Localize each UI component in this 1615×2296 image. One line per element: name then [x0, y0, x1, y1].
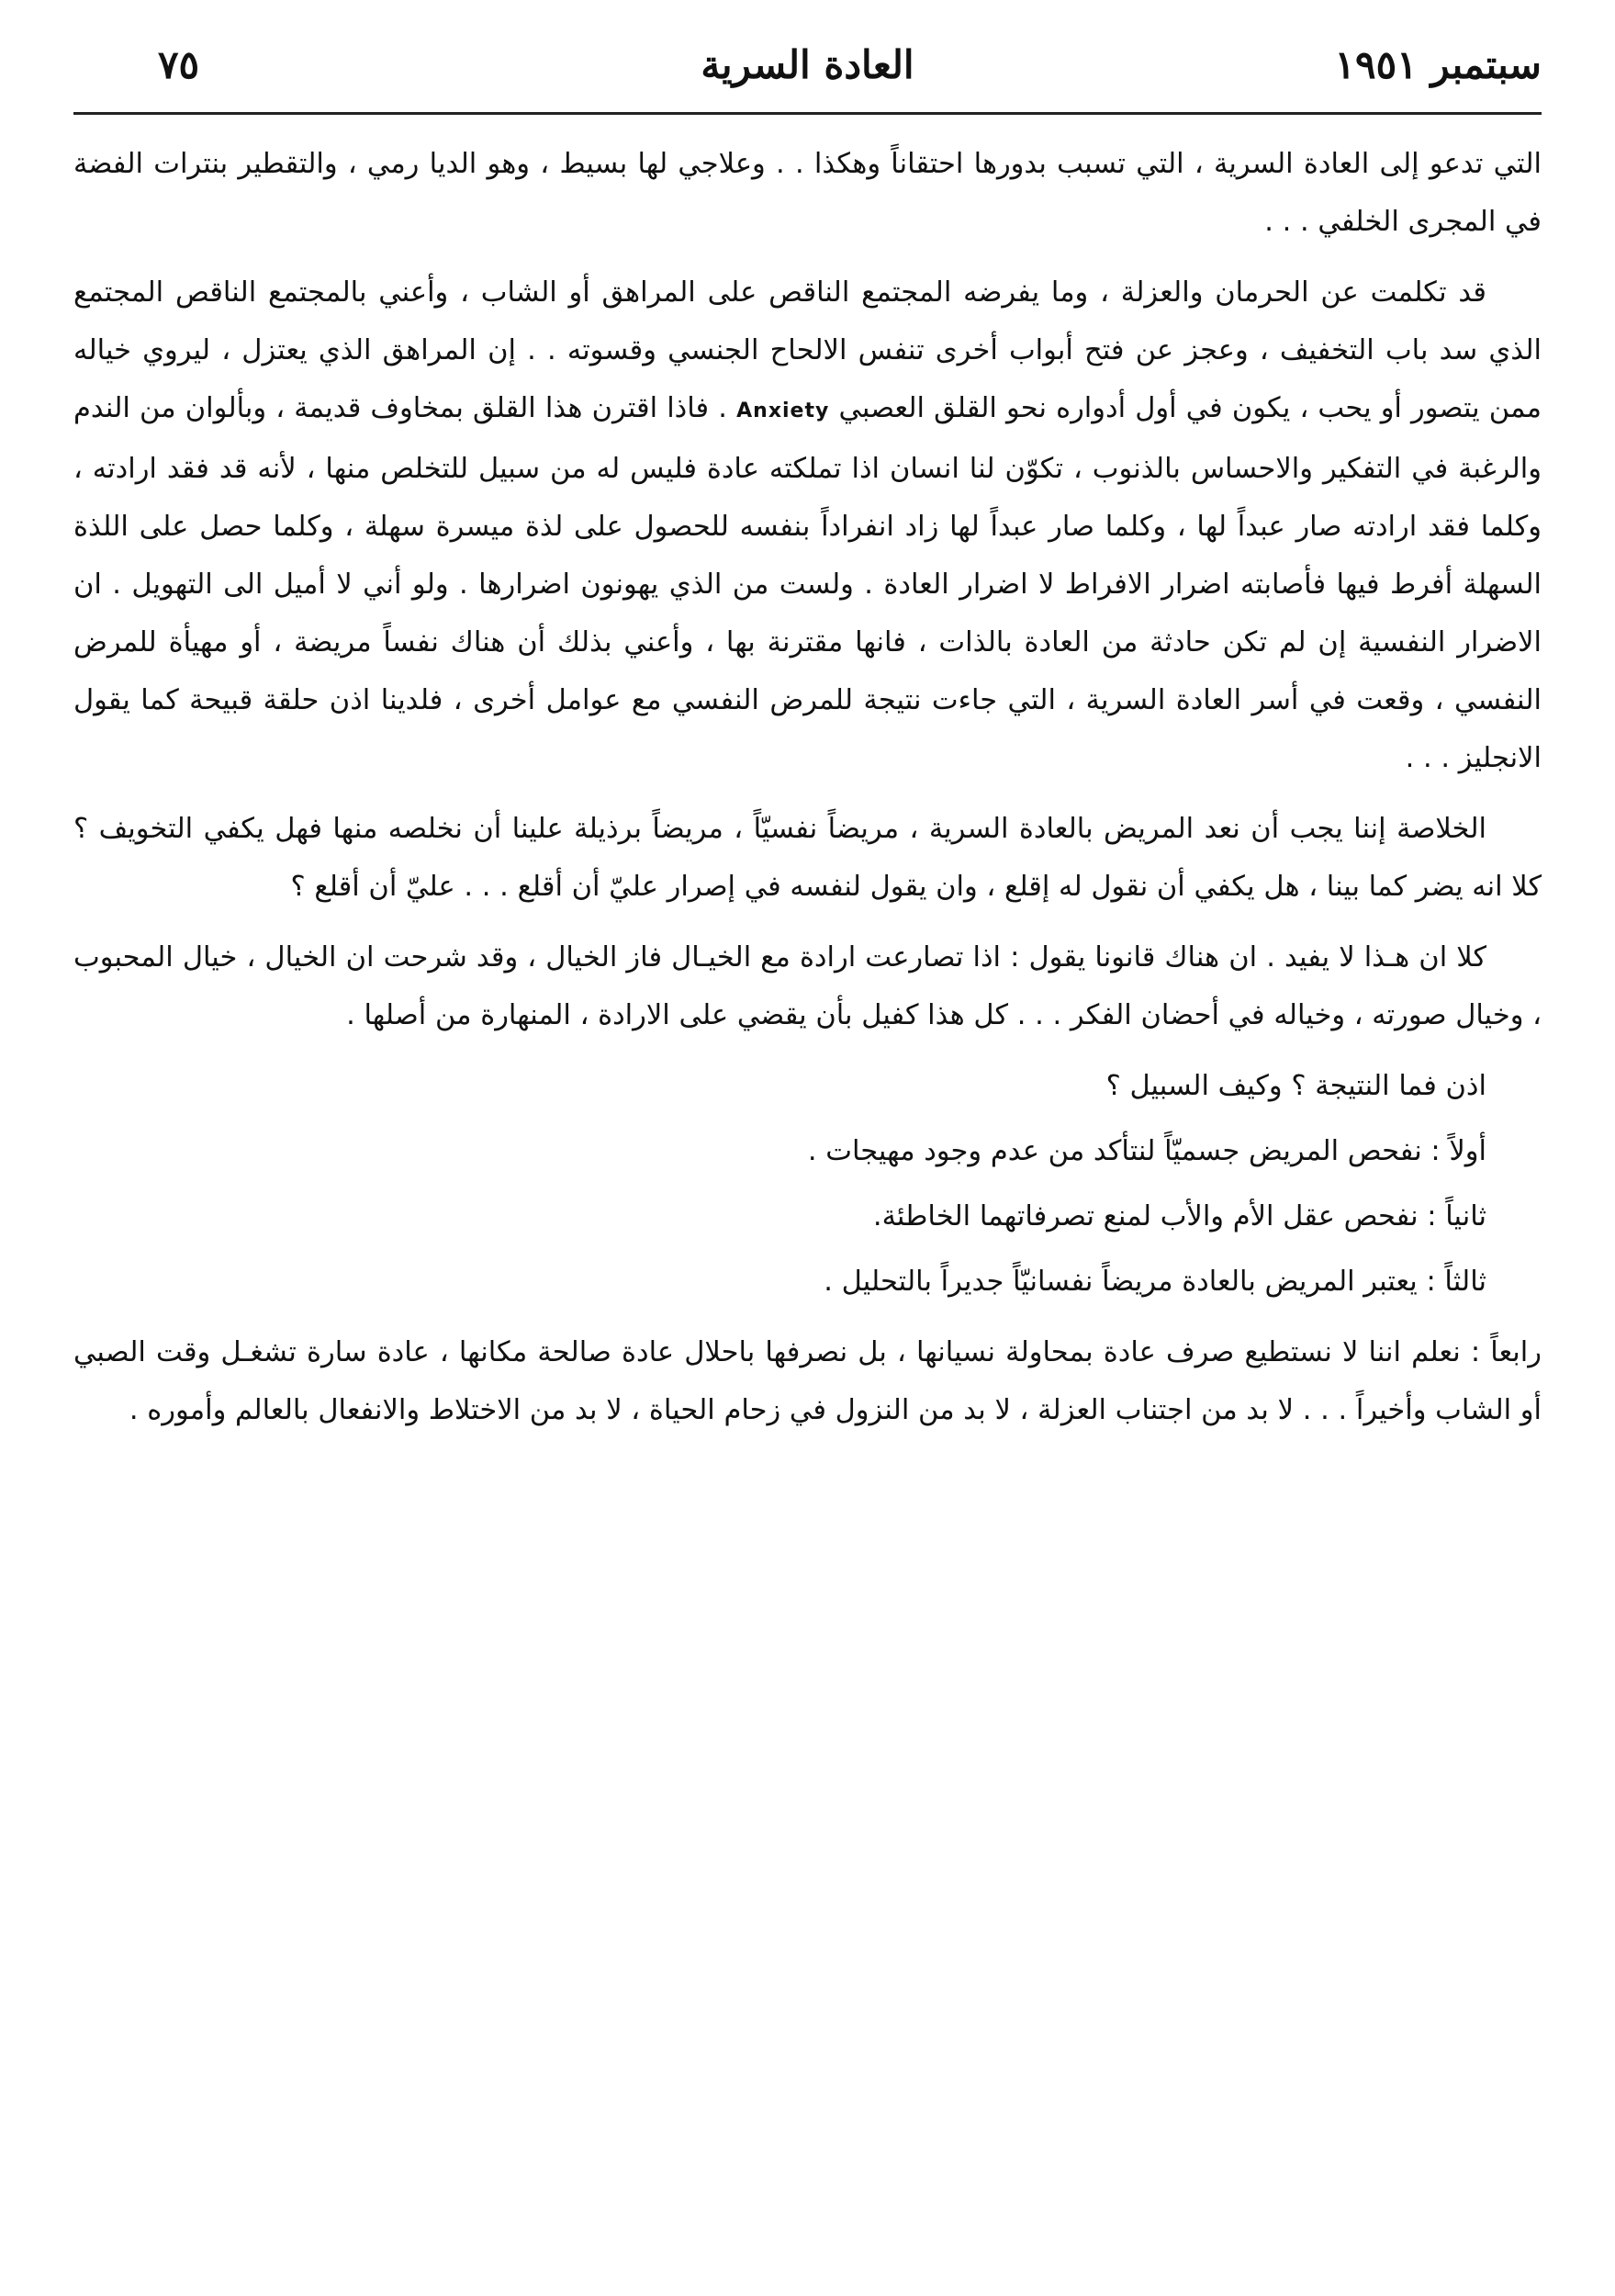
- paragraph: [73, 264, 1542, 787]
- list-item: [73, 1187, 1486, 1245]
- list-item-text: اذن فما النتيجة ؟ وكيف السبيل ؟: [1105, 1070, 1486, 1102]
- paragraph-text: رابعاً : نعلم اننا لا نستطيع صرف عادة بمحاولة نسيانها ، بل نصرفها باحلال عادة صالحة مكانها ، عادة سارة تشغـل وقت الصبي أو الشاب وأخيراً . . . لا بد من اجتناب العزلة ، لا بد من النزول في زحام الحياة ، لا بد من الاختلاط والانفعال بالعالم وأموره .: [73, 1336, 1542, 1426]
- paragraph: [73, 929, 1542, 1044]
- list-item: [73, 1122, 1486, 1180]
- paragraph: [73, 135, 1542, 251]
- punctuation: .: [718, 392, 727, 424]
- latin-term: Anxiety: [736, 400, 830, 422]
- list-item-text: أولاً : نفحص المريض جسميّاً لنتأكد من عدم وجود مهيجات .: [807, 1135, 1486, 1167]
- page-number: ٧٥: [158, 42, 200, 87]
- page-header: [73, 37, 1542, 108]
- list-item-text: ثالثاً : يعتبر المريض بالعادة مريضاً نفسانيّاً جديراً بالتحليل .: [824, 1266, 1486, 1298]
- header-rule: [73, 112, 1542, 115]
- paragraph-text: الخلاصة إننا يجب أن نعد المريض بالعادة السرية ، مريضاً نفسيّاً ، مريضاً برذيلة علينا أن نخلصه منها فهل يكفي التخويف ؟ كلا انه يضر كما بينا ، هل يكفي أن نقول له إقلع ، وان يقول لنفسه في إصرار عليّ أن أقلع . . . عليّ أن أقلع ؟: [73, 813, 1542, 903]
- paragraph-text: فاذا اقترن هذا القلق بمخاوف قديمة ، وبألوان من الندم والرغبة في التفكير والاحساس بالذنوب ، تكوّن لنا انسان اذا تملكته عادة فليس له من سبيل للتخلص منها ، لأنه قد فقد ارادته ، وكلما فقد ارادته صار عبداً لها ، وكلما صار عبداً لها زاد انفراداً بنفسه للحصول على لذة ميسرة سهلة ، وكلما حصل على اللذة السهلة أفرط فيها فأصابته اضرار الافراط لا اضرار العادة . ولست من الذي يهونون اضرارها . ولو أني لا أميل الى التهويل . ان الاضرار النفسية إن لم تكن حادثة من العادة بالذات ، فانها مقترنة بها ، وأعني بذلك أن هناك نفساً مريضة ، أو مهيأة للمرض النفسي ، وقعت في أسر العادة السرية ، التي جاءت نتيجة للمرض النفسي مع عوامل أخرى ، فلدينا اذن حلقة قبيحة كما يقول الانجليز . . .: [73, 392, 1542, 774]
- paragraph-text: التي تدعو إلى العادة السرية ، التي تسبب بدورها احتقاناً وهكذا . . وعلاجي لها بسيط ، وهو الديا رمي ، والتقطير بنترات الفضة في المجرى الخلفي . . .: [73, 148, 1542, 238]
- paragraph: [73, 800, 1542, 916]
- list-item-text: ثانياً : نفحص عقل الأم والأب لمنع تصرفاتهما الخاطئة.: [872, 1200, 1486, 1232]
- article-body: [73, 135, 1542, 1439]
- list-item: [73, 1057, 1486, 1115]
- paragraph-text: كلا ان هـذا لا يفيد . ان هناك قانونا يقول : اذا تصارعت ارادة مع الخيـال فاز الخيال ، وقد شرحت ان الخيال ، خيال المحبوب ، وخيال صورته ، وخياله في أحضان الفكر . . . كل هذا كفيل بأن يقضي على الارادة ، المنهارة من أصلها .: [73, 941, 1542, 1031]
- issue-date: سبتمبر ١٩٥١: [1334, 42, 1542, 87]
- paragraph-text: قد تكلمت عن الحرمان والعزلة ، وما يفرضه المجتمع الناقص على المراهق أو الشاب ، وأعني بالمجتمع الناقص المجتمع الذي سد باب التخفيف ، وعجز عن فتح أبواب أخرى تنفس الالحاح الجنسي وقسوته . . إن المراهق الذي يعتزل ، ليروي خياله ممن يتصور أو يحب ، يكون في أول أدواره نحو القلق العصبي: [73, 276, 1542, 424]
- paragraph: [73, 1323, 1542, 1439]
- list-item: [73, 1253, 1486, 1311]
- running-title: العادة السرية: [701, 42, 914, 87]
